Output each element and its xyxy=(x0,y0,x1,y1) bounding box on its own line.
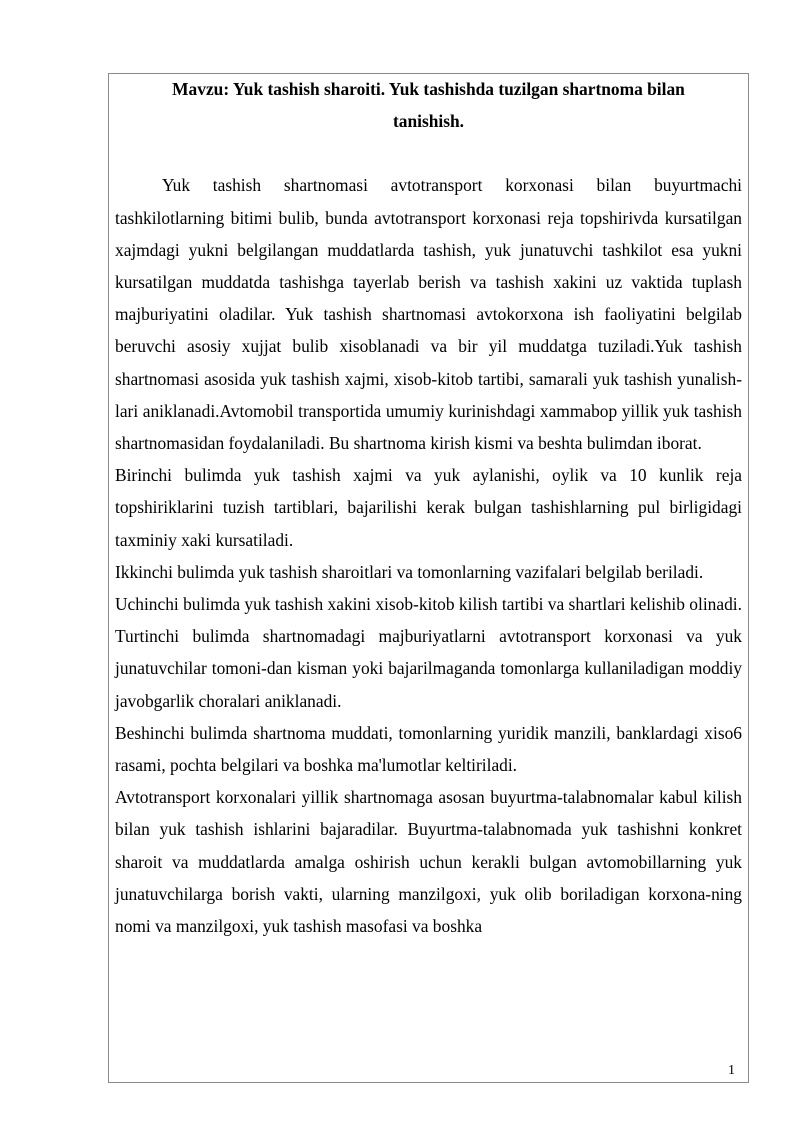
paragraph-section-2: Ikkinchi bulimda yuk tashish sharoitlari va tomonlarning vazifalari belgilab beriladi. xyxy=(115,561,704,582)
title-line-1: Mavzu: Yuk tashish sharoiti. Yuk tashishda tuzilgan shartnoma bilan xyxy=(172,79,685,99)
page-number: 1 xyxy=(728,1063,735,1078)
title-line-2: tanishish. xyxy=(392,111,465,132)
paragraph-section-4: Turtinchi bulimda shartnomadagi majburiyatlarni avtotransport korxonasi va yuk junatuvchilar tomoni-dan kisman yoki bajarilmaganda tomonlarga kullaniladigan moddiy javobgarlik choralari aniklanadi. xyxy=(115,626,742,711)
document-title xyxy=(115,73,742,137)
paragraph-section-3: Uchinchi bulimda yuk tashish xakini xisob-kitob kilish tartibi va shartlari kelishib olinadi. xyxy=(115,594,742,615)
paragraph-intro: Yuk tashish shartnomasi avtotransport korxonasi bilan buyurtmachi tashkilotlarning bitimi bulib, bunda avtotransport korxonasi reja topshirivda kursatilgan xajmdagi yukni belgilangan muddatlarda tashish, yuk junatuvchi tashkilot esa yukni kursatilgan muddatda tashishga tayerlab berish va tashish xakini uz vaktida tuplash majburiyatini oladilar. Yuk tashish shartnomasi avtokorxona ish faoliyatini belgilab beruvchi asosiy xujjat bulib xisoblanadi va bir yil muddatga tuziladi.Yuk tashish shartnomasi asosida yuk tashish xajmi, xisob-kitob tartibi, samarali yuk tashish yunalish-lari aniklanadi.Avtomobil transportida umumiy kurinishdagi xammabop yillik yuk tashish shartnomasidan foydalaniladi. Bu shartnoma kirish kismi va beshta bulimdan iborat. xyxy=(115,175,742,454)
paragraph-section-5: Beshinchi bulimda shartnoma muddati, tomonlarning yuridik manzili, banklardagi xiso6 rasami, pochta belgilari va boshka ma'lumotlar keltiriladi. xyxy=(115,722,742,776)
paragraph-requests: Avtotransport korxonalari yillik shartnomaga asosan buyurtma-talabnomalar kabul kilish bilan yuk tashish ishlarini bajaradilar. Buyurtma-talabnomada yuk tashishni konkret sharoit va muddatlarda amalga oshirish uchun kerakli bulgan avtomobillarning yuk junatuvchilarga borish vakti, ularning manzilgoxi, yuk olib boriladigan korxona-ning nomi va manzilgoxi, yuk tashish masofasi va boshka xyxy=(115,787,742,937)
document-body xyxy=(115,73,742,942)
title-spacer xyxy=(115,137,742,169)
paragraph-section-1: Birinchi bulimda yuk tashish xajmi va yuk aylanishi, oylik va 10 kunlik reja topshiriklarini tuzish tartiblari, bajarilishi kerak bulgan tashishlarning pul birligidagi taxminiy xaki kursatiladi. xyxy=(115,465,742,550)
